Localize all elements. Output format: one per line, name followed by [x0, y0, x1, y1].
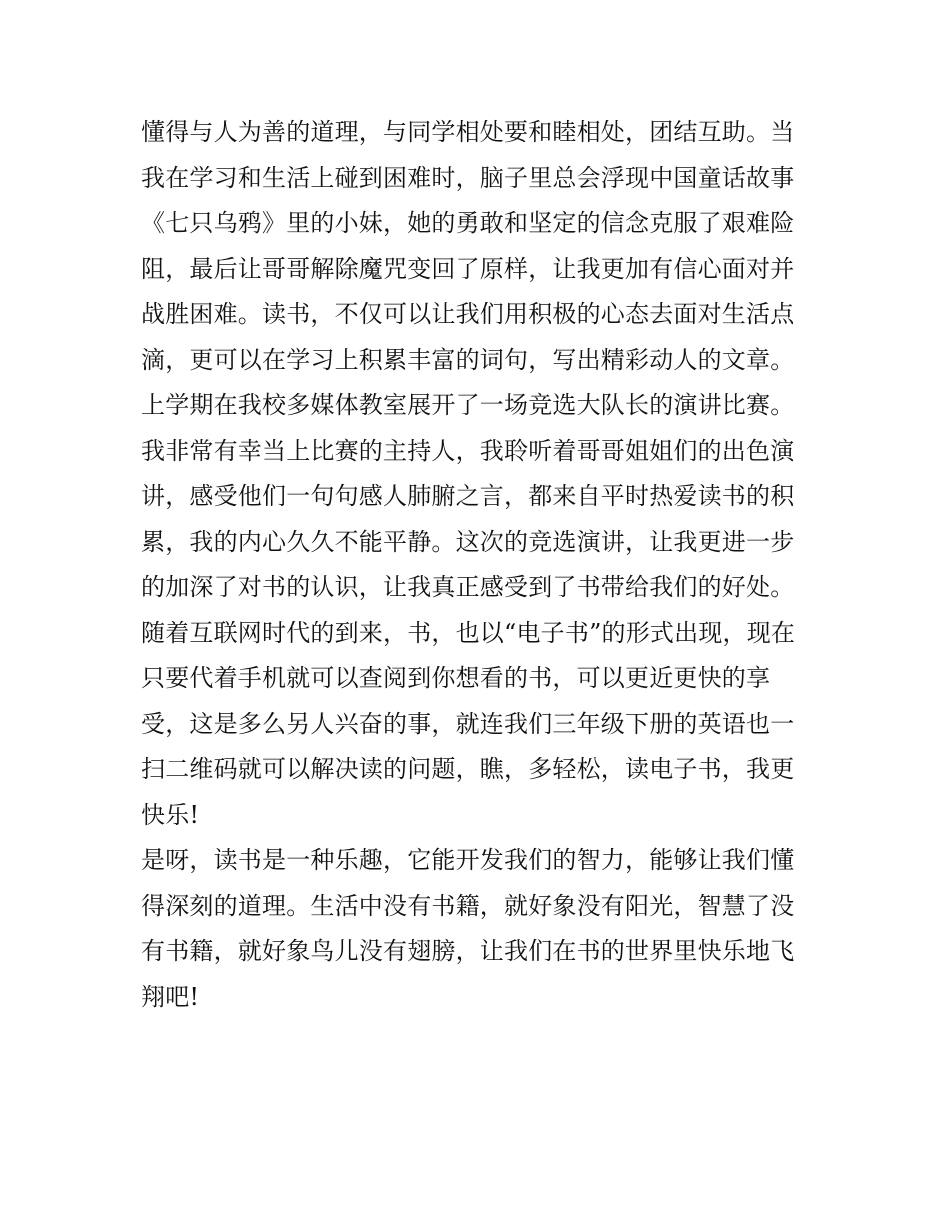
text-line: 翔吧!	[141, 982, 200, 1011]
text-line: 的加深了对书的认识，让我真正感受到了书带给我们的好处。	[141, 573, 795, 601]
text-line: 有书籍，就好象鸟儿没有翅膀，让我们在书的世界里快乐地飞	[141, 937, 795, 965]
text-line: 《七只乌鸦》里的小妹，她的勇敢和坚定的信念克服了艰难险	[141, 209, 795, 237]
text-line: 是呀，读书是一种乐趣，它能开发我们的智力，能够让我们懂	[141, 846, 795, 874]
text-line: 阻，最后让哥哥解除魔咒变回了原样，让我更加有信心面对并	[141, 254, 795, 283]
text-line: 讲，感受他们一句句感人肺腑之言，都来自平时热爱读书的积	[141, 482, 795, 510]
text-line: 受，这是多么另人兴奋的事，就连我们三年级下册的英语也一	[141, 709, 795, 738]
text-line: 扫二维码就可以解决读的问题，瞧，多轻松，读电子书，我更	[141, 755, 795, 783]
text-line: 得深刻的道理。生活中没有书籍，就好象没有阳光，智慧了没	[141, 891, 795, 920]
text-line: 随着互联网时代的到来，书，也以“电子书”的形式出现，现在	[141, 618, 796, 647]
text-line: 我在学习和生活上碰到困难时，脑子里总会浮现中国童话故事	[141, 163, 795, 192]
text-line: 我非常有幸当上比赛的主持人，我聆听着哥哥姐姐们的出色演	[141, 436, 795, 465]
text-line: 累，我的内心久久不能平静。这次的竞选演讲，让我更进一步	[141, 527, 795, 556]
text-line: 懂得与人为善的道理，与同学相处要和睦相处，团结互助。当	[141, 118, 795, 146]
essay-text	[141, 110, 821, 1020]
text-line: 滴，更可以在学习上积累丰富的词句，写出精彩动人的文章。	[141, 345, 795, 374]
text-line: 快乐!	[141, 800, 200, 829]
text-line: 战胜困难。读书，不仅可以让我们用积极的心态去面对生活点	[141, 300, 795, 328]
text-line: 只要代着手机就可以查阅到你想看的书，可以更近更快的享	[141, 664, 771, 692]
text-line: 上学期在我校多媒体教室展开了一场竞选大队长的演讲比赛。	[141, 391, 795, 419]
